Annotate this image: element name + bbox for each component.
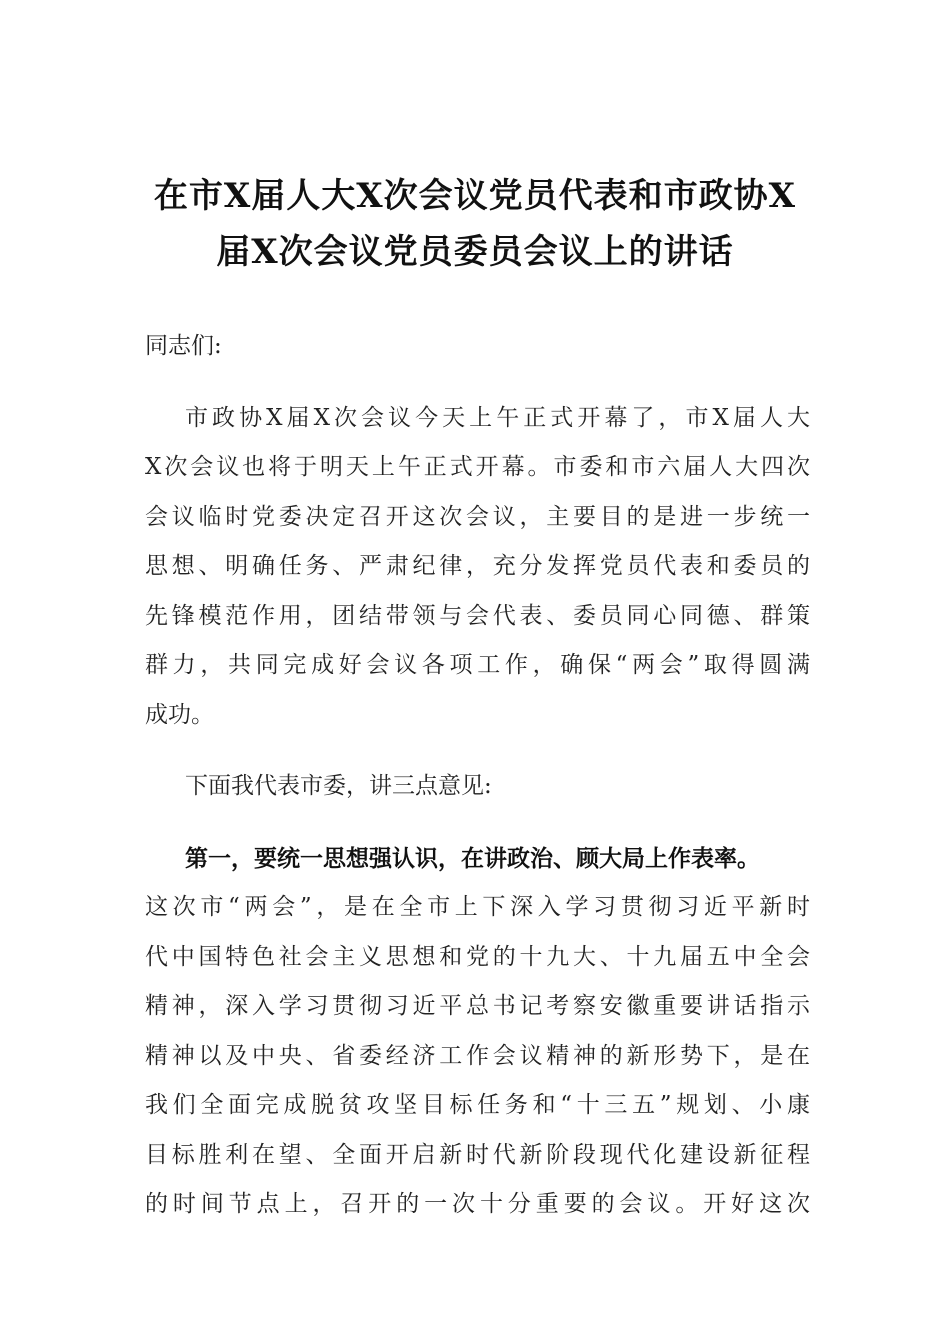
paragraph-3-line: 精神以及中央、省委经济工作会议精神的新形势下，是在 [145,1042,810,1069]
paragraph-3-line: 这次市“两会”，是在全市上下深入学习贯彻习近平新时 [145,894,810,920]
paragraph-3-line: 的时间节点上，召开的一次十分重要的会议。开好这次 [145,1191,810,1217]
document-title [140,168,810,280]
paragraph-2: 下面我代表市委，讲三点意见: [185,773,492,799]
paragraph-3-line: 目标胜利在望、全面开启新时代新阶段现代化建设新征程 [145,1141,810,1168]
paragraph-1-line: Ⅹ次会议也将于明天上午正式开幕。市委和市六届人大四次 [145,454,810,480]
title-line-1: 在市Ⅹ届人大Ⅹ次会议党员代表和市政协Ⅹ [153,176,797,216]
title-line-2: 届Ⅹ次会议党员委员会议上的讲话 [216,232,734,272]
paragraph-3-line: 我们全面完成脱贫攻坚目标任务和“十三五”规划、小康 [145,1092,810,1118]
greeting: 同志们: [145,333,222,359]
paragraph-1-line: 先锋模范作用，团结带领与会代表、委员同心同德、群策 [145,602,810,629]
paragraph-3-line: 代中国特色社会主义思想和党的十九大、十九届五中全会 [145,943,810,970]
paragraph-3-line: 精神，深入学习贯彻习近平总书记考察安徽重要讲话指示 [145,993,810,1019]
document-body [145,322,810,1230]
paragraph-3 [145,883,810,1230]
paragraph-1-line: 群力，共同完成好会议各项工作，确保“两会”取得圆满 [145,652,810,678]
paragraph-1-line: 思想、明确任务、严肃纪律，充分发挥党员代表和委员的 [145,553,810,579]
paragraph-1-line: 会议临时党委决定召开这次会议，主要目的是进一步统一 [145,503,810,530]
section-1-heading: 第一，要统一思想强认识，在讲政治、顾大局上作表率。 [185,844,760,872]
paragraph-1 [145,394,810,741]
paragraph-1-line: 成功。 [145,701,214,728]
paragraph-1-line: 市政协Ⅹ届Ⅹ次会议今天上午正式开幕了，市Ⅹ届人大 [185,404,810,431]
